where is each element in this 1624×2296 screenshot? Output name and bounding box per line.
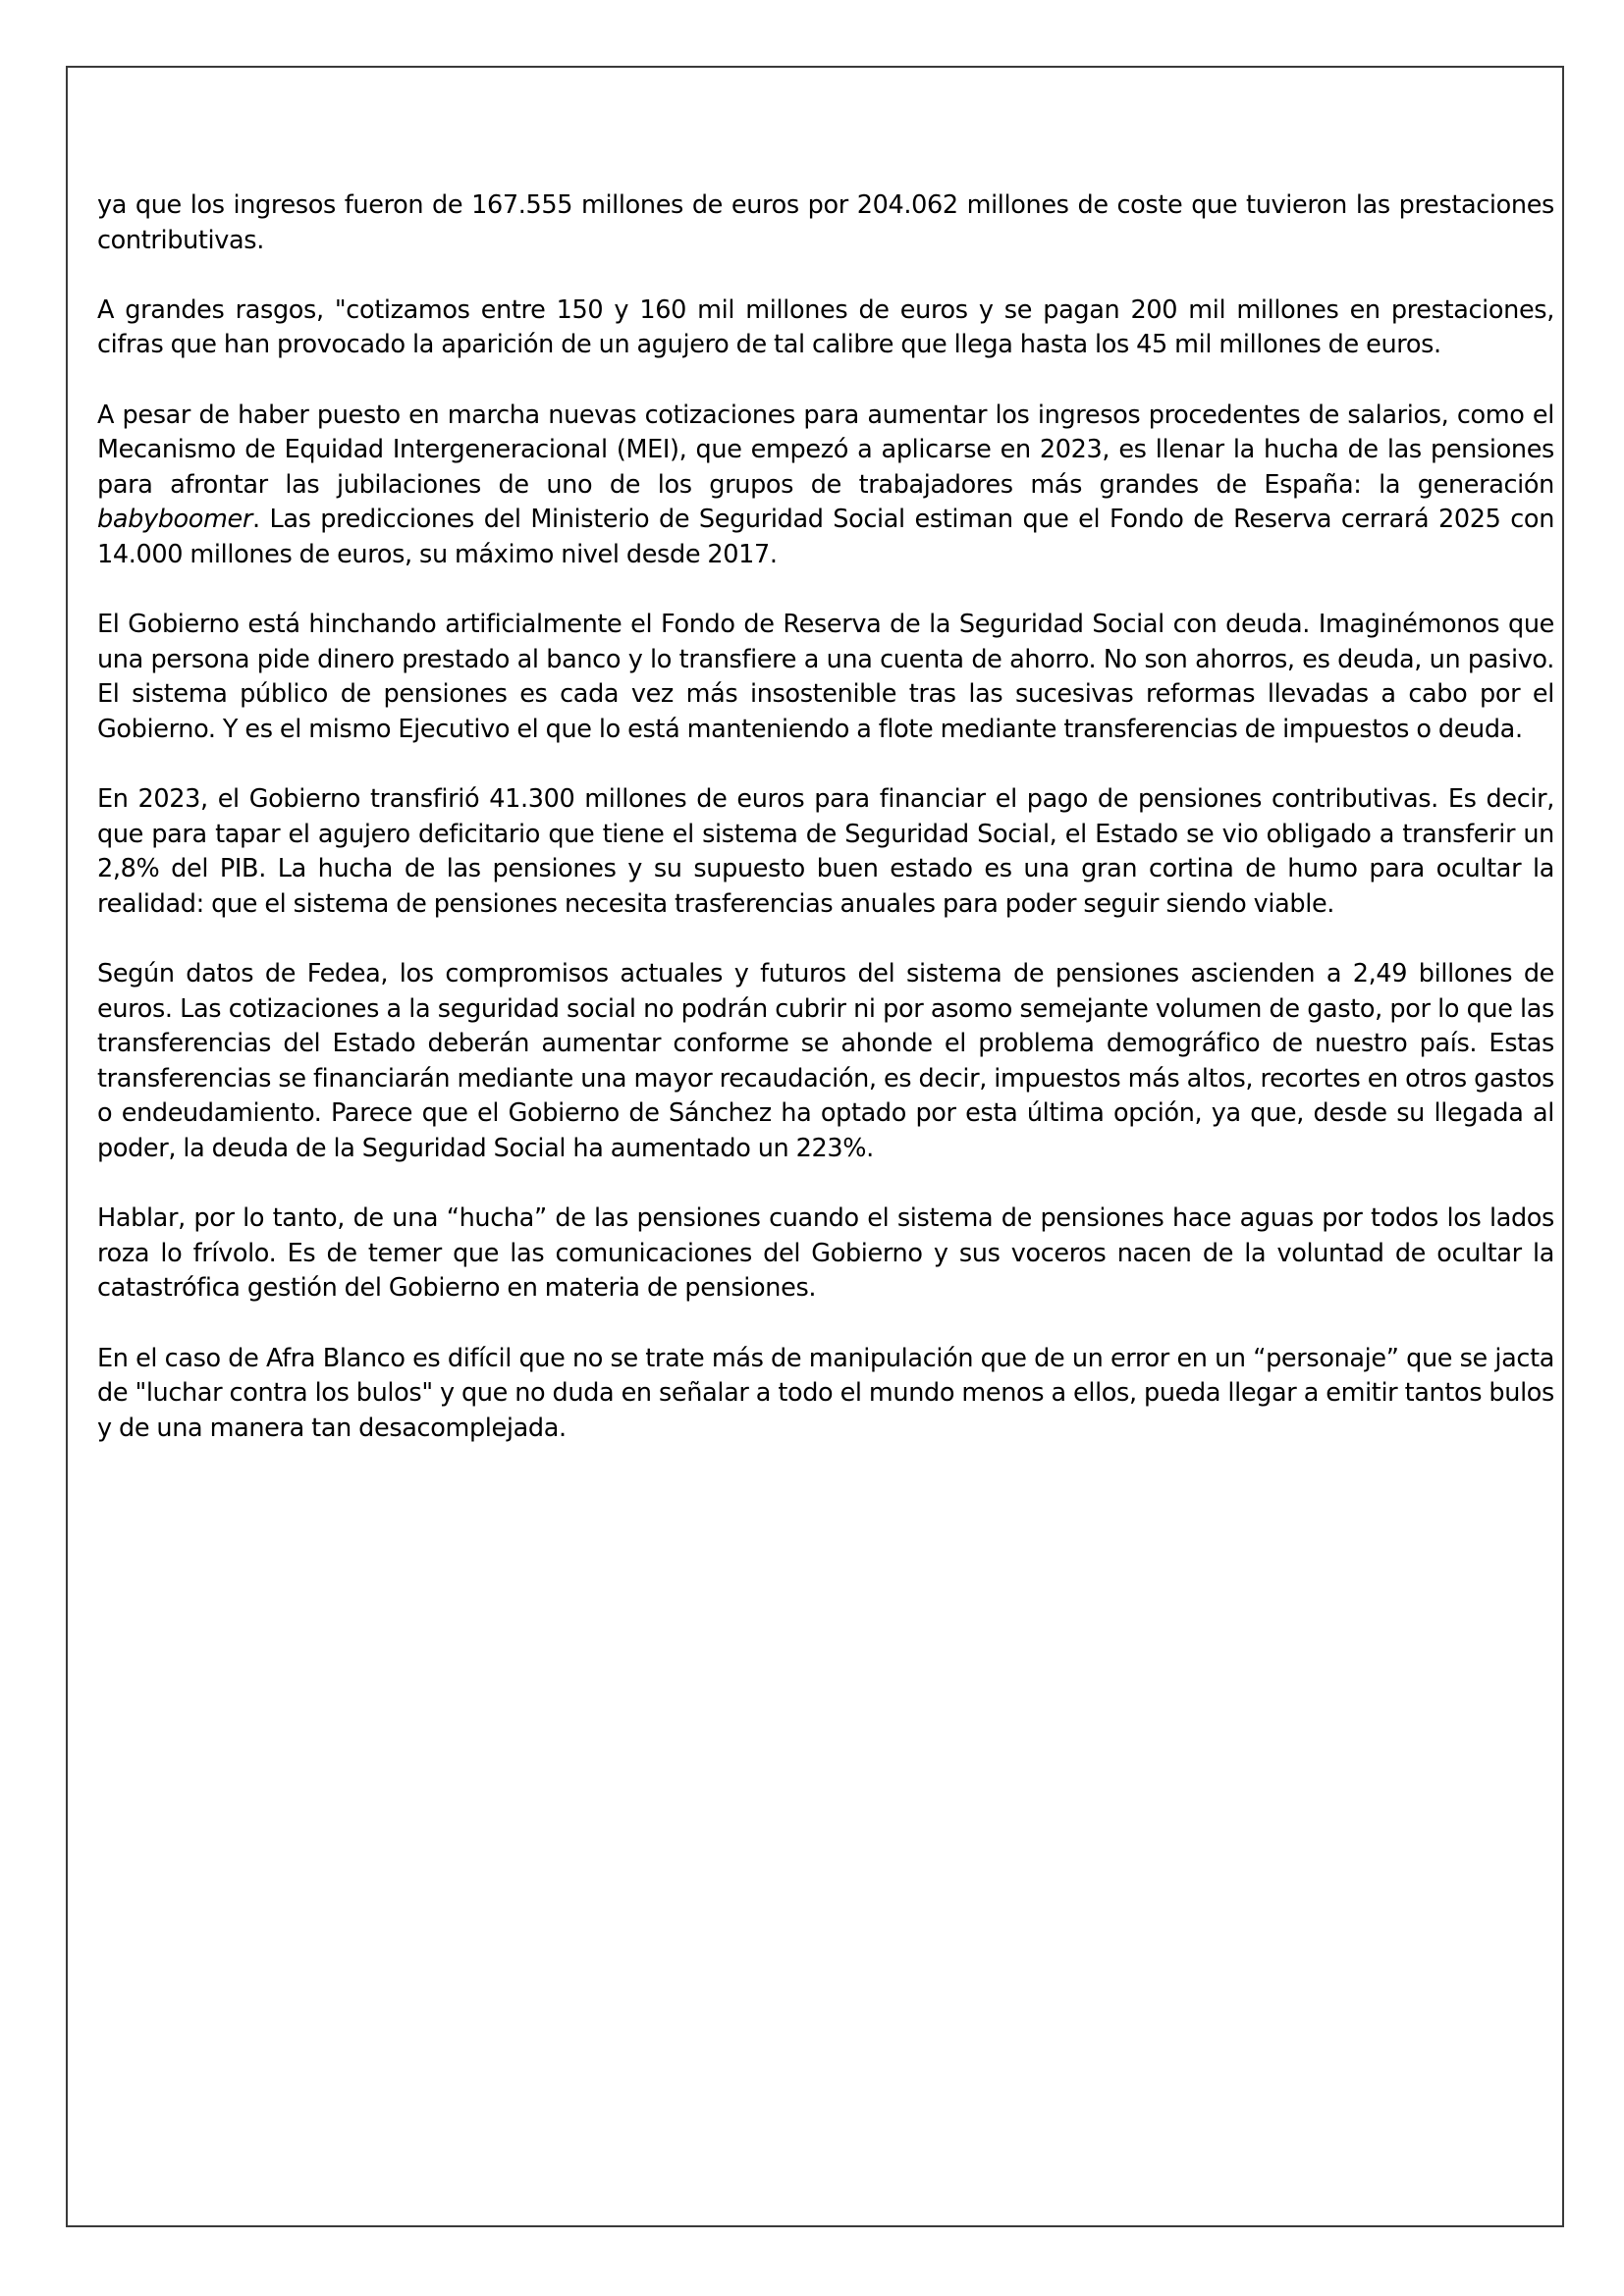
paragraph-grandes-rasgos: A grandes rasgos, "cotizamos entre 150 y 160 mil millones de euros y se pagan 200 mil millones en prestaciones, cifras que han provocado la aparición de un agujero de tal calibre que llega hasta los 45 mil millones de euros. [97,294,1554,360]
paragraph-transferencias-2023: En 2023, el Gobierno transfirió 41.300 millones de euros para financiar el pago de pensiones contributivas. Es decir, que para tapar el agujero deficitario que tiene el sistema de Seguridad Social, el Estado se vio obligado a transferir un 2,8% del PIB. La hucha de las pensiones y su supuesto buen estado es una gran cortina de humo para ocultar la realidad: que el sistema de pensiones necesita trasferencias anuales para poder seguir siendo viable. [97,784,1554,919]
document-body [97,188,1554,1446]
paragraph-ingresos-coste: ya que los ingresos fueron de 167.555 millones de euros por 204.062 millones de coste que tuvieron las prestaciones contributivas. [97,190,1554,255]
paragraph-mei-text-after: . Las predicciones del Ministerio de Seguridad Social estiman que el Fondo de Reserva cerrará 2025 con 14.000 millones de euros, su máximo nivel desde 2017. [97,505,1554,569]
paragraph-mei-text-before: A pesar de haber puesto en marcha nuevas cotizaciones para aumentar los ingresos procedentes de salarios, como el Mecanismo de Equidad Intergeneracional (MEI), que empezó a aplicarse en 2023, es llenar la hucha de las pensiones para afrontar las jubilaciones de uno de los grupos de trabajadores más grandes de España: la generación [97,400,1554,500]
italic-term-babyboomer: babyboomer [97,505,252,535]
paragraph-mei-babyboomer [97,399,1554,573]
paragraph-fedea-compromisos: Según datos de Fedea, los compromisos actuales y futuros del sistema de pensiones ascienden a 2,49 billones de euros. Las cotizaciones a la seguridad social no podrán cubrir ni por asomo semejante volumen de gasto, por lo que las transferencias del Estado deberán aumentar conforme se ahonde el problema demográfico de nuestro país. Estas transferencias se financiarán mediante una mayor recaudación, es decir, impuestos más altos, recortes en otros gastos o endeudamiento. Parece que el Gobierno de Sánchez ha optado por esta última opción, ya que, desde su llegada al poder, la deuda de la Seguridad Social ha aumentado un 223%. [97,959,1554,1164]
paragraph-fondo-reserva-deuda: El Gobierno está hinchando artificialmente el Fondo de Reserva de la Seguridad Social con deuda. Imaginémonos que una persona pide dinero prestado al banco y lo transfiere a una cuenta de ahorro. No son ahorros, es deuda, un pasivo. El sistema público de pensiones es cada vez más insostenible tras las sucesivas reformas llevadas a cabo por el Gobierno. Y es el mismo Ejecutivo el que lo está manteniendo a flote mediante transferencias de impuestos o deuda. [97,610,1554,744]
paragraph-afra-blanco: En el caso de Afra Blanco es difícil que no se trate más de manipulación que de un error en un “personaje” que se jacta de "luchar contra los bulos" y que no duda en señalar a todo el mundo menos a ellos, pueda llegar a emitir tantos bulos y de una manera tan desacomplejada. [97,1343,1554,1443]
paragraph-hucha-frivolo: Hablar, por lo tanto, de una “hucha” de las pensiones cuando el sistema de pensiones hace aguas por todos los lados roza lo frívolo. Es de temer que las comunicaciones del Gobierno y sus voceros nacen de la voluntad de ocultar la catastrófica gestión del Gobierno en materia de pensiones. [97,1203,1554,1304]
